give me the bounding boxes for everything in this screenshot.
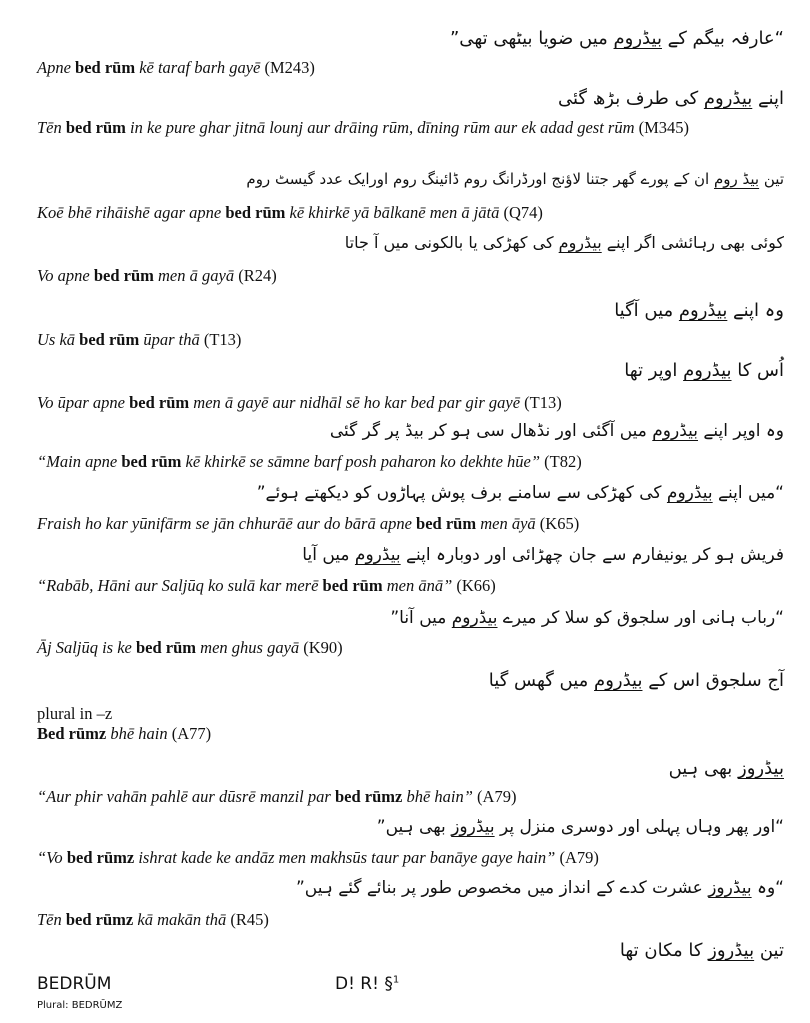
urdu-keyword: بیڈروم [613,28,662,49]
headword-plural: Plural: BEDRŪMZ [37,1000,123,1011]
urdu-keyword: بیڈروم [683,360,732,381]
source-ref: (A79) [559,848,599,867]
source-ref: (T13) [203,330,242,349]
plural-line-7: تین بیڈروز کا مکان تھا [619,940,784,961]
source-ref: (R24) [238,266,277,285]
entry-line-8: وہ اپنے بیڈروم میں آگیا [614,300,784,321]
translit-keyword: bed rūm [75,58,136,77]
source-ref: (K90) [303,638,343,657]
urdu-keyword: بیڈروم [594,670,643,691]
translit-keyword: bed rūmz [334,787,403,806]
entry-line-15: Fraish ho kar yūnifārm se jān chhurāē aur do bārā apne bed rūm men āyā (K65) [37,514,580,533]
urdu-text: “عارفہ بیگم کے [661,28,784,49]
translit-keyword: bed rūm [79,330,140,349]
urdu-keyword: بیڈروم [652,421,699,441]
source-ref: (A77) [171,724,212,743]
source-ref: (R45) [230,910,269,929]
plural-line-4: “Vo bed rūmz ishrat kade ke andāz men makhsūs taur par banāye gaye hain” (A79) [37,848,599,867]
entry-line-19: Āj Saljūq is ke bed rūm men ghus gayā (K90) [37,638,343,657]
translit-keyword: bed rūm [129,393,190,412]
translit-keyword: bed rūm [322,576,383,595]
entry-line-1 [37,58,797,78]
status-codes: D! R! §$^1$ [335,974,400,994]
urdu-keyword: بیڈ روم [713,170,760,188]
translit-keyword: bed rūm [65,118,126,137]
headword: BEDRŪM [37,974,112,994]
source-ref: (M345) [638,118,690,137]
urdu-keyword: بیڈروم [666,483,713,503]
urdu-keyword: بیڈروم [354,545,401,565]
entry-line-7: Vo apne bed rūm men ā gayā (R24) [37,266,277,285]
translit-keyword: bed rūm [135,638,197,657]
urdu-keyword: بیڈروز [738,758,784,779]
source-ref: (Q74) [503,203,543,222]
urdu-keyword: بیڈروم [678,300,728,321]
urdu-keyword: بیڈروز [708,878,752,898]
urdu-keyword: بیڈروم [451,608,498,628]
translit-keyword: bed rūm [121,452,182,471]
urdu-keyword: بیڈروز [708,940,755,961]
plural-line-1: بیڈروز بھی ہیں [668,758,784,779]
source-ref: (T13) [524,393,562,412]
entry-line-12: وہ اوپر اپنے بیڈروم میں آگئی اور نڈھال سی ہو کر بیڈ پر گر گئی [329,421,784,441]
urdu-text: میں ضویا بیٹھی تھی” [449,28,614,49]
translit-text: kē taraf barh gayē [135,58,261,77]
entry-line-18: “رباب ہانی اور سلجوق کو سلا کر میرے بیڈروم میں آنا” [390,608,784,628]
plural-line-2: “Aur phir vahān pahlē aur dūsrē manzil par bed rūmz bhē hain” (A79) [37,787,517,806]
entry-line-6: کوئی بھی رہائشی اگر اپنے بیڈروم کی کھڑکی یا بالکونی میں آ جاتا [344,233,784,252]
translit-text: Apne [37,58,76,77]
translit-keyword: bed rūmz [65,910,134,929]
plural-heading: plural in –z [37,704,113,723]
plural-line-3: “اور پھر وہاں پہلی اور دوسری منزل پر بیڈروز بھی ہیں” [376,817,784,837]
plural-line-6: Tēn bed rūmz kā makān thā (R45) [37,910,269,929]
urdu-keyword: بیڈروز [451,817,495,837]
entry-line-16: فریش ہو کر یونیفارم سے جان چھڑائی اور دوبارہ اپنے بیڈروم میں آیا [302,545,784,565]
entry-line-10: اُس کا بیڈروم اوپر تھا [624,360,784,381]
entry-line-0 [450,28,784,49]
entry-line-13: “Main apne bed rūm kē khirkē se sāmne barf posh paharon ko dekhte hūe” (T82) [37,452,582,471]
entry-line-17: “Rabāb, Hāni aur Saljūq ko sulā kar merē bed rūm men ānā” (K66) [37,576,496,595]
urdu-keyword: بیڈروم [558,233,602,252]
plural-line-5: “وہ بیڈروز عشرت کدے کے انداز میں مخصوص طور پر بنائے گئے ہیں” [295,878,784,898]
translit-keyword: bed rūm [225,203,286,222]
source-ref: (A79) [477,787,517,806]
source-ref: (M243) [264,58,315,77]
entry-line-9: Us kā bed rūm ūpar thā (T13) [37,330,242,349]
urdu-keyword: بیڈروم [703,88,753,109]
translit-keyword: bed rūmz [66,848,135,867]
entry-line-20: آج سلجوق اس کے بیڈروم میں گھس گیا [488,670,784,691]
entry-line-11: Vo ūpar apne bed rūm men ā gayē aur nidhāl sē ho kar bed par gir gayē (T13) [37,393,562,412]
source-ref: (K65) [539,514,580,533]
translit-keyword: bed rūm [416,514,477,533]
entry-line-3: Tēn bed rūm in ke pure ghar jitnā lounj aur drāing rūm, dīning rūm aur ek adad gest rūm (M345) [37,118,690,137]
entry-line-14: “میں اپنے بیڈروم کی کھڑکی سے سامنے برف پوش پہاڑوں کو دیکھتے ہوئے” [256,483,784,503]
entry-line-5: Koē bhē rihāishē agar apne bed rūm kē khirkē yā bālkanē men ā jātā (Q74) [37,203,543,222]
source-ref: (K66) [456,576,496,595]
entry-line-4: تین بیڈ روم ان کے پورے گھر جتنا لاؤنج اورڈرانگ روم ڈائینگ روم اورایک عدد گیسٹ روم [246,170,784,188]
translit-keyword: bed rūm [93,266,154,285]
plural-line-0: Bed rūmz bhē hain (A77) [37,724,212,743]
source-ref: (T82) [544,452,582,471]
entry-line-2: اپنے بیڈروم کی طرف بڑھ گئی [557,88,784,109]
translit-keyword: Bed rūmz [37,724,107,743]
